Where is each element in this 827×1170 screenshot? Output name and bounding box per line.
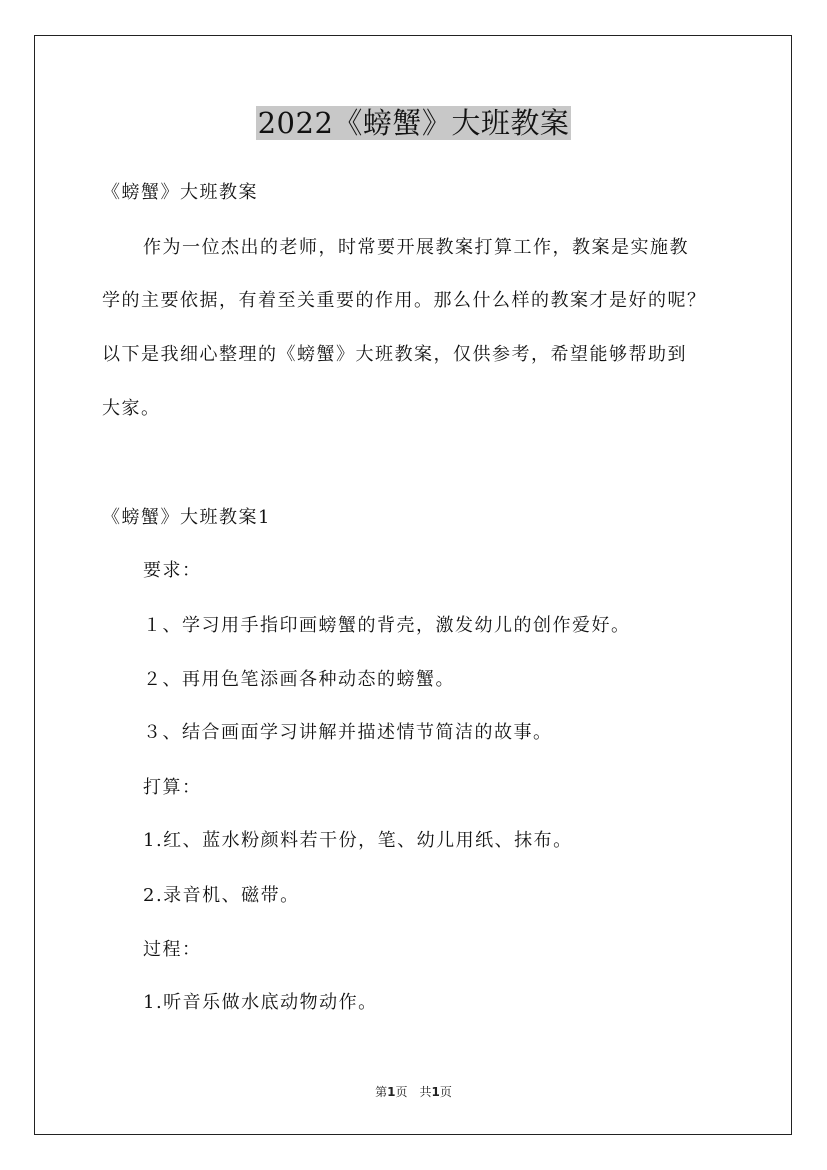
intro-line-3: 以下是我细心整理的《螃蟹》大班教案，仅供参考，希望能够帮助到 (102, 344, 687, 365)
footer-page-number: 1 (387, 1085, 396, 1099)
footer-prefix: 第 (375, 1085, 388, 1099)
document-title-text: 2022《螃蟹》大班教案 (257, 106, 570, 140)
requirements-label: 要求： (143, 560, 202, 581)
section-heading: 《螃蟹》大班教案1 (102, 507, 271, 528)
footer-mid: 页 共 (395, 1085, 432, 1099)
prep-item-1: 1.红、蓝水粉颜料若干份，笔、幼儿用纸、抹布。 (143, 830, 573, 851)
intro-line-4: 大家。 (102, 398, 161, 419)
process-item-1: 1.听音乐做水底动物动作。 (143, 992, 378, 1013)
process-label: 过程： (143, 939, 202, 960)
requirement-item-2: ２、再用色笔添画各种动态的螃蟹。 (143, 669, 455, 690)
prep-item-2: 2.录音机、磁带。 (143, 885, 300, 906)
prep-label: 打算： (143, 777, 202, 798)
footer-page-total: 1 (431, 1085, 440, 1099)
intro-line-1: 作为一位杰出的老师，时常要开展教案打算工作，教案是实施教 (143, 237, 689, 258)
intro-line-2: 学的主要依据，有着至关重要的作用。那么什么样的教案才是好的呢？ (102, 290, 707, 311)
requirement-item-1: １、学习用手指印画螃蟹的背壳，激发幼儿的创作爱好。 (143, 615, 631, 636)
subtitle: 《螃蟹》大班教案 (102, 182, 258, 203)
page-footer (0, 1084, 827, 1100)
document-title (0, 103, 827, 143)
footer-suffix: 页 (439, 1085, 452, 1099)
requirement-item-3: ３、结合画面学习讲解并描述情节简洁的故事。 (143, 722, 553, 743)
